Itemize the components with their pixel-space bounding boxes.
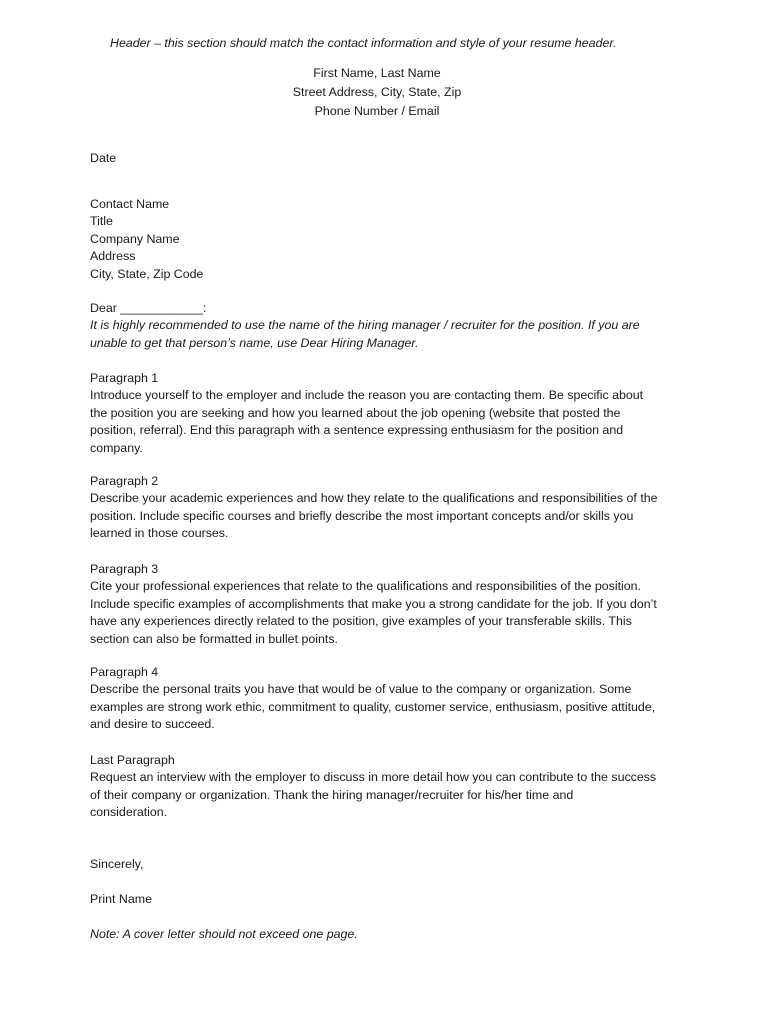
paragraph-line: Describe your academic experiences and how they relate to the qualifications and responsibilities of the [90, 491, 658, 506]
paragraph-heading: Last Paragraph [90, 753, 175, 767]
paragraph-line: Introduce yourself to the employer and include the reason you are contacting them. Be specific about [90, 388, 644, 403]
paragraph-heading: Paragraph 2 [90, 474, 159, 488]
sender-name-line: First Name, Last Name [313, 66, 441, 80]
paragraph-heading: Paragraph 3 [90, 562, 159, 576]
recipient-city-state-zip: City, State, Zip Code [90, 266, 204, 281]
paragraph-line: company. [90, 440, 143, 455]
paragraph-line: position. Include specific courses and briefly describe the most important concepts and/or skills you [90, 508, 634, 523]
header-instruction-note: Header – this section should match the contact information and style of your resume header. [110, 36, 617, 50]
paragraph-heading: Paragraph 1 [90, 371, 159, 385]
recipient-contact-name: Contact Name [90, 197, 170, 211]
date-line [90, 150, 690, 167]
sender-phone-email-line: Phone Number / Email [314, 104, 440, 118]
recipient-block [90, 196, 690, 283]
paragraph-line: Describe the personal traits you have that would be of value to the company or organization. Some [90, 682, 632, 697]
paragraph-line: the position you are seeking and how you learned about the job opening (website that posted the [90, 405, 621, 420]
salutation-guidance-line: It is highly recommended to use the name of the hiring manager / recruiter for the position. If you are [90, 318, 640, 333]
paragraph-heading: Paragraph 4 [90, 665, 159, 679]
signature-print-name: Print Name [90, 892, 152, 906]
paragraph-3-section [90, 561, 690, 648]
footnote-text: Note: A cover letter should not exceed one page. [90, 927, 358, 941]
paragraph-line: Request an interview with the employer to discuss in more detail how you can contribute to the success [90, 770, 657, 785]
paragraph-line: section can also be formatted in bullet points. [90, 631, 338, 646]
paragraph-4-section [90, 664, 690, 734]
paragraph-line: examples are strong work ethic, commitment to quality, customer service, enthusiasm, positive attitude, [90, 699, 656, 714]
recipient-address: Address [90, 249, 136, 264]
sender-address-line: Street Address, City, State, Zip [292, 85, 462, 99]
recipient-company-name: Company Name [90, 231, 180, 246]
footnote-block [90, 926, 690, 943]
salutation-guidance-line: unable to get that person’s name, use Dear Hiring Manager. [90, 335, 419, 350]
salutation-greeting: Dear ____________: [90, 301, 207, 315]
closing-block [90, 856, 690, 873]
salutation-block [90, 300, 690, 352]
sender-contact-block [0, 64, 754, 121]
paragraph-line: Cite your professional experiences that relate to the qualifications and responsibilities of the position. [90, 579, 642, 594]
signature-block [90, 891, 690, 908]
paragraph-line: and desire to succeed. [90, 717, 215, 732]
paragraph-line: Include specific examples of accomplishments that make you a strong candidate for the job. If you don’t [90, 596, 657, 611]
paragraph-2-section [90, 473, 690, 543]
paragraph-line: learned in those courses. [90, 526, 229, 541]
last-paragraph-section [90, 752, 690, 822]
paragraph-1-section [90, 370, 690, 457]
recipient-title: Title [90, 214, 113, 229]
paragraph-line: of their company or organization. Thank the hiring manager/recruiter for his/her time and [90, 787, 574, 802]
closing-text: Sincerely, [90, 857, 144, 871]
paragraph-line: have any experiences directly related to the position, give examples of your transferable skills. This [90, 614, 632, 629]
paragraph-line: position, referral). End this paragraph with a sentence expressing enthusiasm for the position and [90, 423, 624, 438]
date-label: Date [90, 151, 117, 165]
paragraph-line: consideration. [90, 805, 168, 820]
